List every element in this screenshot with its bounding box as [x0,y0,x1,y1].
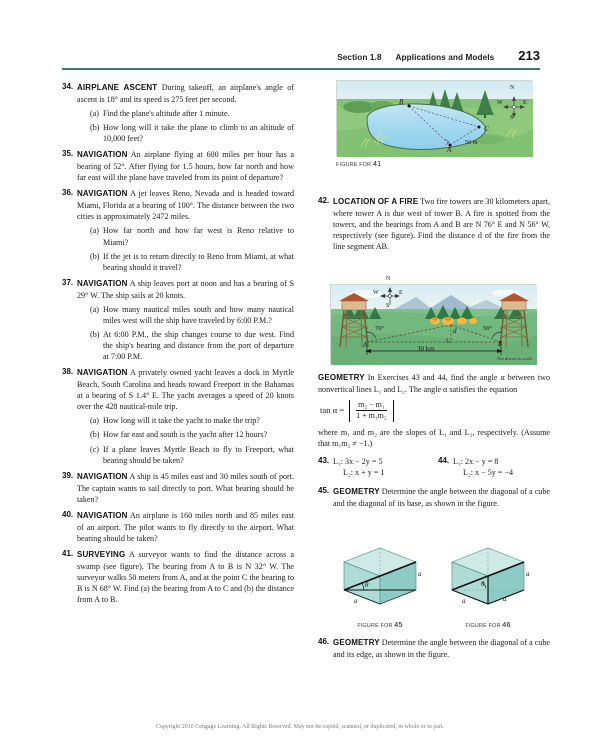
exercise-part [77,444,294,466]
exercise-number: 39. [62,470,74,480]
label-not-to-scale: Not drawn to scale [497,356,532,361]
label-distance-d: d [453,327,457,335]
compass-south-label: S [510,115,514,121]
exercises-43-44 [318,456,550,478]
exercise-number: 35. [62,149,74,159]
label-edge-a-right: a [418,570,422,578]
exercise-category: LOCATION OF A FIRE [333,197,419,206]
compass-rose-42 [373,276,403,311]
exercise-number: 41. [62,548,74,558]
part-label: (b) [90,123,100,133]
exercise-number: 45. [318,486,330,496]
page-number: 213 [518,48,540,63]
exercise-number: 42. [318,196,330,205]
copyright-notice: Copyright 2010 Cengage Learning. All Rights Reserved. May not be copied, scanned, or duplicated, in whole or in part. [155,724,445,730]
figure-46-cube [442,540,534,629]
label-theta-46: θ [481,580,485,588]
geometry-instruction-block [318,372,550,395]
geometry-category: GEOMETRY [318,373,365,382]
exercise-36 [62,188,294,272]
exercise-category: AIRPLANE ASCENT [77,83,158,92]
part-text: How many nautical miles south and how many nautical miles west will the ship have traveled by 6:00 P.M.? [103,304,294,325]
equation-denominator: 1 + m₁m₂ [356,410,387,420]
line-l1-equation: L₁: 2x − y = 8 [453,457,499,467]
compass-east-label: E [523,100,527,106]
alpha-equation [320,400,550,422]
exercise-number: 43. [318,456,330,466]
exercise-44 [438,456,550,478]
line-l2-equation: L₂: x − 5y = −4 [463,468,514,478]
exercise-34 [62,82,294,144]
exercise-text: Determine the angle between the diagonal of a cube and the diagonal of its base, as shown in the figure. [333,487,550,509]
exercise-category: NAVIGATION [77,510,128,520]
part-text: If the jet is to return directly to Reno from Miami, at what bearing should it travel? [103,251,294,272]
part-label: (b) [90,430,100,440]
figure-caption-prefix: FIGURE FOR [357,623,393,629]
label-point-c: C [484,125,489,133]
exercise-40 [62,510,294,544]
figure-45-cube [334,540,426,629]
exercise-part [77,429,294,440]
right-column-upper [318,196,550,257]
label-angle-56: 56° [483,325,492,332]
equation-lhs: tan α = [320,405,345,416]
line-l2-equation: L₂: x + y = 1 [343,468,385,478]
figure-46-caption [442,620,534,629]
exercise-text: A ship is 45 miles east and 30 miles south of port. The captain wants to sail directly to port. What bearing should be taken? [77,471,295,504]
label-baseline-30km: 30 km [417,345,435,353]
label-distance-50m: 50 m [465,139,478,146]
compass-west-label: W [373,290,379,296]
left-column [62,82,294,610]
line-l1-equation: L₁: 3x − 2y = 5 [333,457,383,467]
label-point-a: A [447,146,452,154]
exercise-35 [62,149,294,183]
cube-diagonal-edge-illustration [442,540,534,612]
label-point-b: B [399,98,404,106]
part-text: How long will it take the plane to climb to an altitude of 10,000 feet? [103,123,294,144]
header-section-label: Section 1.8 [337,53,382,62]
figure-caption-number: 46 [502,620,511,629]
exercise-text: Two fire towers are 30 kilometers apart, where tower A is due west of tower B. A fire is spotted from the towers, and the bearings from A and B are N 76° E and N 56° W, respectively (see figure). Find the distance d of the fire from the line segment AB. [333,197,550,252]
exercise-46 [318,637,550,660]
part-text: If a plane leaves Myrtle Beach to fly to Freeport, what bearing should be taken? [103,444,294,465]
compass-east-label: E [399,290,403,296]
exercise-text: A jet leaves Reno, Nevada and is headed toward Miami, Florida at a bearing of 100°. The distance between the two cities is approximately 2472 miles. [77,189,295,222]
exercise-part [77,122,294,144]
equation-numerator: m₂ − m₁ [358,400,385,410]
figure-45-caption [334,620,426,629]
cube-diagonal-base-illustration [334,540,426,612]
exercise-text: Determine the angle between the diagonal of a cube and its edge, as shown in the figure. [333,638,550,659]
exercise-category: NAVIGATION [77,150,128,160]
figure-41-swamp [336,80,532,168]
exercise-part [77,251,294,273]
exercise-number: 34. [62,82,74,91]
part-text: Find the plane's altitude after 1 minute. [103,109,230,119]
exercise-category: SURVEYING [77,549,126,559]
label-edge-a-left: a [462,597,466,605]
geometry-instruction-text: In Exercises 43 and 44, find the angle α between two nonvertical lines L₁ and L₂. The angle α satisfies the equation [318,373,550,394]
label-tower-b: B [498,340,503,348]
exercise-category: GEOMETRY [333,487,380,497]
exercise-category: NAVIGATION [77,368,128,378]
exercise-number: 38. [62,367,74,377]
part-label: (b) [90,251,100,261]
exercise-text: A privately owned yacht leaves a dock in Myrtle Beach, South Carolina and heads toward Freeport in the Bahamas at a bearing of S 1.4° E. The yacht averages a speed of 20 knots over the 428 nautical-mile trip. [77,368,294,412]
exercise-37 [62,278,294,362]
figure-caption-number: 41 [372,159,382,168]
part-label: (a) [90,416,99,426]
page-footer [0,724,600,730]
exercise-text: An airplane flying at 600 miles per hour has a bearing of 52°. After flying for 1.5 hours, how far north and how far east will the plane have traveled from its point of departure? [77,150,295,183]
exercise-number: 46. [318,637,330,646]
part-label: (b) [90,329,100,339]
label-edge-a-right: a [526,570,530,578]
exercise-part [77,108,294,119]
exercise-42 [318,196,550,252]
exercise-part [77,415,294,426]
figure-caption-prefix: FIGURE FOR [336,162,372,168]
exercise-text: An airplane is 160 miles north and 85 miles east of an airport. The pilot wants to fly directly to the airport. What bearing should be taken? [77,510,295,543]
compass-north-label: N [510,85,515,91]
label-tower-a: A [363,341,368,349]
exercise-text: A ship leaves port at noon and has a bearing of S 29° W. The ship sails at 20 knots. [77,278,294,300]
exercise-43 [318,456,430,478]
compass-west-label: W [497,100,503,106]
exercise-39 [62,471,294,505]
exercise-45 [318,486,550,509]
part-text: How far north and how far west is Reno relative to Miami? [103,226,294,247]
right-column-lower [318,372,550,514]
label-edge-a-bottom: a [354,597,358,605]
exercise-text: During takeoff, an airplane's angle of ascent is 18° and its speed is 275 feet per second. [77,83,294,104]
part-text: How long will it take the yacht to make the trip? [103,416,260,426]
exercise-part [77,329,294,362]
header-rule [62,68,540,70]
exercise-number: 44. [438,456,450,466]
part-label: (a) [90,304,99,314]
fire-tower-illustration [331,285,537,365]
exercise-category: NAVIGATION [77,278,128,288]
part-label: (a) [90,226,99,236]
header-section-title: Applications and Models [395,53,495,62]
exercise-part [77,304,294,326]
page-header [62,48,540,63]
exercise-text: A surveyor wants to find the distance across a swamp (see figure). The bearing from A to B is N 32° W. The surveyor walks 50 meters from A, and at the point C the bearing to B is N 68° W. Find (a) the bearing from A to C and (b) the distance from A to B. [77,549,295,605]
label-edge-a-bottom: a [503,595,507,603]
exercise-number: 37. [62,277,74,287]
figure-41-caption [336,159,532,168]
geometry-instruction-text-2: where m₁ and m₂ are the slopes of L₁ and L₂, respectively. (Assume that m₁m₂ ≠ −1.) [318,427,550,449]
exercise-41 [62,549,294,605]
figure-42-fire-towers [330,276,536,364]
part-text: How far east and south is the yacht after 12 hours? [103,430,268,440]
part-label: (a) [90,109,99,119]
compass-rose-41 [497,85,527,123]
exercise-38 [62,367,294,466]
exercise-category: GEOMETRY [333,638,380,647]
part-label: (c) [90,444,99,454]
compass-north-label: N [386,276,391,282]
exercise-number: 36. [62,188,74,198]
exercise-part [77,225,294,247]
part-text: At 6:00 P.M., the ship changes course to due west. Find the ship's bearing and distance from the port of departure at 7:00 P.M. [103,329,294,362]
label-theta-45: θ [365,581,369,589]
figure-caption-number: 45 [394,620,403,629]
exercise-category: NAVIGATION [77,471,128,481]
compass-south-label: S [386,303,390,309]
exercise-category: NAVIGATION [77,189,128,199]
figure-caption-prefix: FIGURE FOR [465,623,501,629]
right-column-bottom [318,637,550,665]
exercise-number: 40. [62,509,74,519]
label-angle-76: 76° [375,325,384,332]
absolute-value-bars [349,400,394,422]
